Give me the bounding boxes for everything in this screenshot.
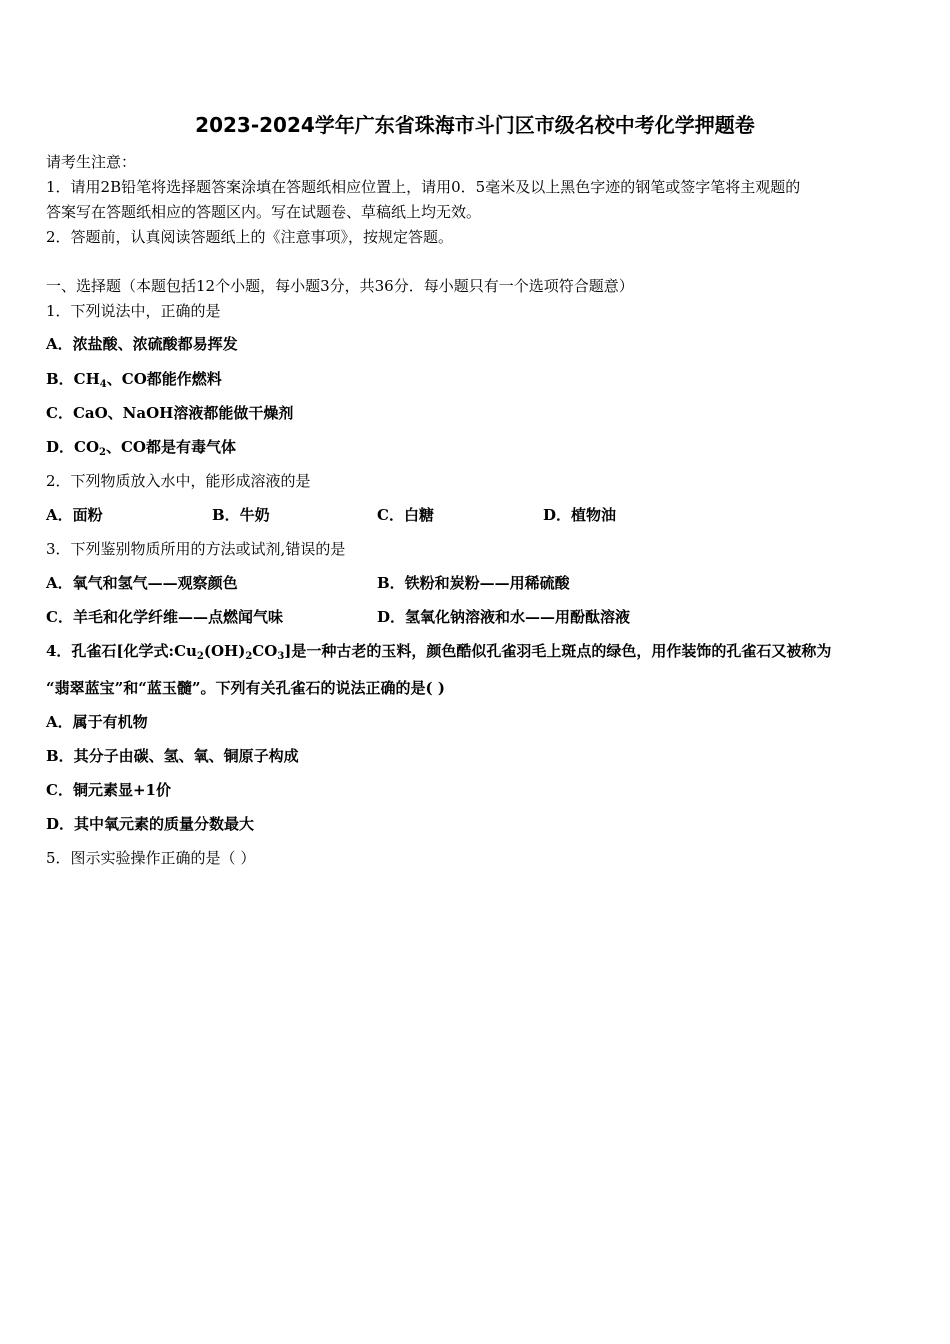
notice-item-1-line-2: 答案写在答题纸相应的答题区内。写在试题卷、草稿纸上均无效。 bbox=[46, 203, 482, 221]
q1-b-subscript: 4 bbox=[99, 379, 107, 390]
question-5-stem: 5．图示实验操作正确的是（ ） bbox=[46, 849, 256, 867]
q4-subscript-1: 2 bbox=[196, 651, 204, 662]
question-3-option-a: A．氧气和氢气——观察颜色 bbox=[46, 574, 238, 592]
notice-heading: 请考生注意： bbox=[46, 153, 137, 171]
question-1-option-c: C．CaO、NaOH溶液都能做干燥剂 bbox=[46, 404, 294, 422]
question-4-option-d: D．其中氧元素的质量分数最大 bbox=[46, 815, 255, 833]
question-3-stem: 3．下列鉴别物质所用的方法或试剂,错误的是 bbox=[46, 540, 346, 558]
q1-d-subscript: 2 bbox=[99, 447, 106, 458]
notice-item-2: 2．答题前，认真阅读答题纸上的《注意事项》，按规定答题。 bbox=[46, 228, 454, 246]
question-1-option-a: A．浓盐酸、浓硫酸都易挥发 bbox=[46, 335, 238, 353]
question-3-option-b: B．铁粉和炭粉——用稀硫酸 bbox=[377, 574, 570, 592]
question-1-option-d bbox=[46, 437, 236, 457]
question-4-option-c: C．铜元素显+1价 bbox=[46, 781, 171, 799]
question-2-option-c: C．白糖 bbox=[377, 506, 434, 524]
q1-d-text-post: 、CO都是有毒气体 bbox=[105, 438, 236, 456]
section-1-heading: 一、选择题（本题包括12个小题，每小题3分，共36分．每小题只有一个选项符合题意） bbox=[46, 277, 634, 295]
question-3-option-c: C．羊毛和化学纤维——点燃闻气味 bbox=[46, 608, 283, 626]
question-3-option-d: D．氢氧化钠溶液和水——用酚酞溶液 bbox=[377, 608, 631, 626]
q4-stem-mid-1: (OH) bbox=[203, 642, 246, 660]
question-2-option-b: B．牛奶 bbox=[212, 506, 270, 524]
question-1-option-b bbox=[46, 369, 222, 389]
q4-stem-pre: 4．孔雀石[化学式:Cu bbox=[46, 642, 197, 660]
q1-b-text-pre: B．CH bbox=[46, 370, 100, 388]
question-2-stem: 2．下列物质放入水中，能形成溶液的是 bbox=[46, 472, 311, 490]
q1-b-text-post: 、CO都能作燃料 bbox=[106, 370, 222, 388]
q4-stem-post: ]是一种古老的玉料，颜色酷似孔雀羽毛上斑点的绿色，用作装饰的孔雀石又被称为 bbox=[284, 642, 832, 660]
notice-item-1-line-1: 1．请用2B铅笔将选择题答案涂填在答题纸相应位置上，请用0．5毫米及以上黑色字迹的钢笔或签字笔将主观题的 bbox=[46, 178, 801, 196]
q4-stem-mid-2: CO bbox=[252, 642, 278, 660]
question-4-stem-line-1 bbox=[46, 641, 831, 661]
question-2-option-d: D．植物油 bbox=[543, 506, 617, 524]
page-title: 2023-2024学年广东省珠海市斗门区市级名校中考化学押题卷 bbox=[195, 113, 755, 137]
question-2-option-a: A．面粉 bbox=[46, 506, 103, 524]
q4-subscript-3: 3 bbox=[277, 651, 285, 662]
question-4-stem-line-2: “翡翠蓝宝”和“蓝玉髓”。下列有关孔雀石的说法正确的是( ) bbox=[46, 679, 445, 697]
q4-subscript-2: 2 bbox=[245, 651, 253, 662]
q1-d-text-pre: D．CO bbox=[46, 438, 100, 456]
question-4-option-a: A．属于有机物 bbox=[46, 713, 148, 731]
question-1-stem: 1．下列说法中，正确的是 bbox=[46, 302, 221, 320]
question-4-option-b: B．其分子由碳、氢、氧、铜原子构成 bbox=[46, 747, 299, 765]
